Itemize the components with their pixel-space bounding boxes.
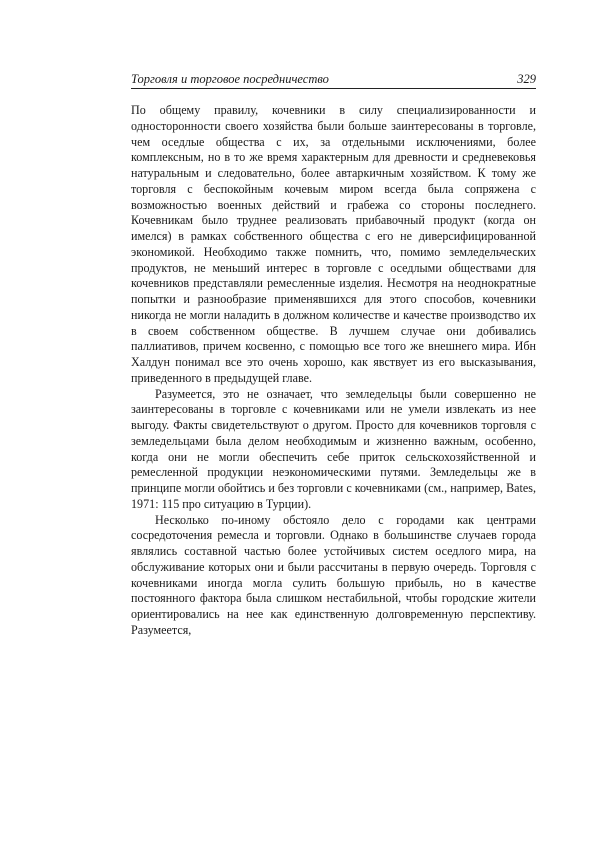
running-title: Торговля и торговое посредничество — [131, 72, 329, 86]
page-header — [131, 70, 536, 89]
page-number: 329 — [517, 72, 536, 86]
paragraph: Разумеется, это не означает, что земледельцы были совершенно не заинтересованы в торговле с кочевниками или не умели извлекать из нее выгоду. Факты свидетельствуют о другом. Просто для кочевников торговля с земледельцами была делом необходимым и жизненно важным, особенно, когда они не могли обеспечить себе приток сельскохозяйственной и ремесленной продукции неэкономическими путями. Земледельцы же в принципе могли обойтись и без торговли с кочевниками (см., например, Bates, 1971: 115 про ситуацию в Турции). — [131, 386, 536, 511]
body-text — [131, 103, 536, 639]
paragraph: По общему правилу, кочевники в силу специализированности и односторонности своего хозяйства были больше заинтересованы в торговле, чем оседлые общества с их, за отдельными исключениями, более комплексным, но в то же время характерным для древности и средневековья натуральным и следовательно, более автаркичным хозяйством. К тому же торговля с беспокойным кочевым миром всегда была сопряжена с возможностью военных действий и грабежа со стороны последнего. Кочевникам было труднее реализовать прибавочный продукт (когда он имелся) в рамках собственного общества с его не диверсифицированной экономикой. Необходимо также помнить, что, помимо земледельческих продуктов, не меньший интерес в торговле с оседлыми обществами для кочевников представляли ремесленные изделия. Несмотря на неоднократные попытки и разнообразие применявшихся для этого способов, кочевники никогда не могли наладить в должном количестве и качестве производство их в своем собственном обществе. В лучшем случае они добивались паллиативов, причем косвенно, с помощью все того же внешнего мира. Ибн Халдун понимал все это очень хорошо, как явствует из его высказывания, приведенного в предыдущей главе. — [131, 103, 536, 385]
paragraph: Несколько по-иному обстояло дело с городами как центрами сосредоточения ремесла и торговли. Однако в большинстве случаев города являлись составной частью более устойчивых систем оседлого мира, на обслуживание которых они и были рассчитаны в первую очередь. Торговля с кочевниками иногда могла сулить большую прибыль, но в качестве постоянного фактора была слишком нестабильной, чтобы городские жители ориентировались на нее как единственную долговременную перспективу. Разумеется, — [131, 512, 536, 637]
